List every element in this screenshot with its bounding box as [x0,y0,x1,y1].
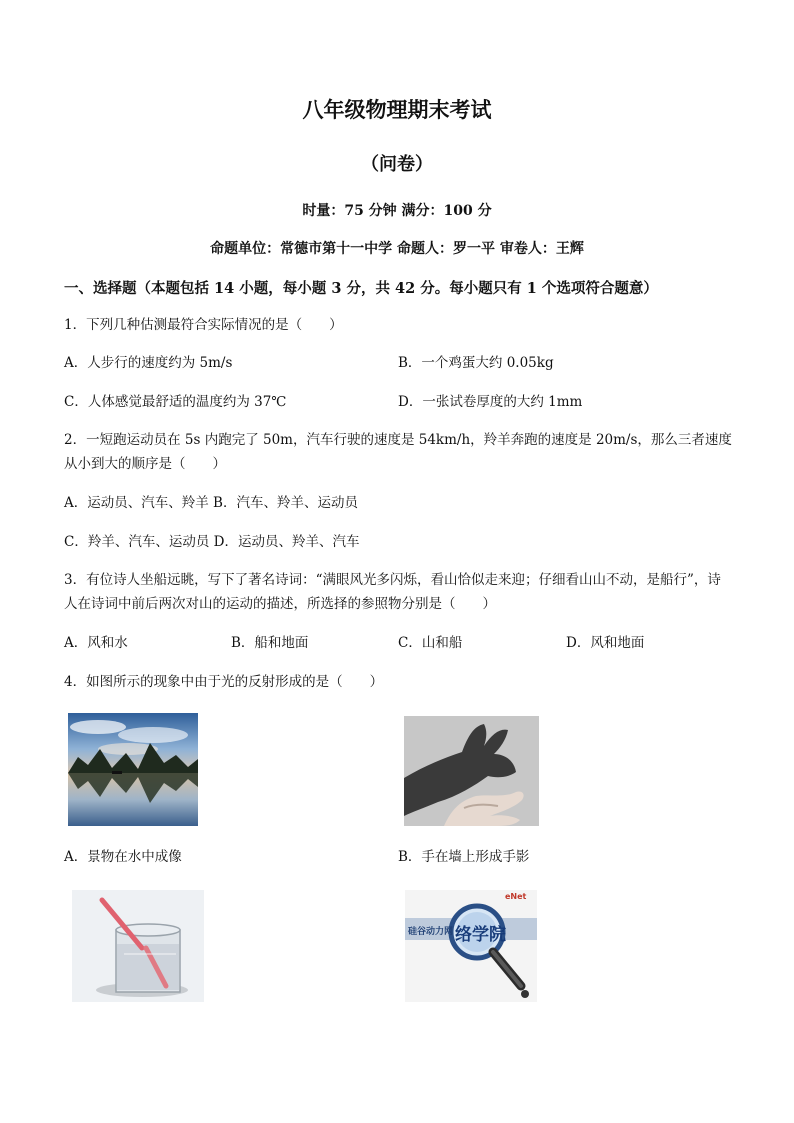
question-1-option-b: B．一个鸡蛋大约 0.05kg [398,355,554,371]
question-3-option-c: C．山和船 [398,635,463,651]
time-score-line: 时量：75 分钟 满分：100 分 [302,203,492,219]
section-heading: 一、选择题（本题包括 14 小题，每小题 3 分，共 42 分。每小题只有 1 个选项符合题意） [64,280,658,297]
question-1-option-d: D．一张试卷厚度的大约 1mm [398,394,583,410]
authors-line: 命题单位：常德市第十一中学 命题人：罗一平 审卷人：王辉 [210,241,584,257]
question-2-options-ab: A．运动员、汽车、羚羊 B．汽车、羚羊、运动员 [64,495,358,511]
magnifier-logo-image [405,890,537,1002]
question-3-stem: 3．有位诗人坐船远眺，写下了著名诗词：“满眼风光多闪烁，看山恰似走来迎；仔细看山山不动，是船行”，诗人在诗词中前后两次对山的运动的描述，所选择的参照物分别是（ ） [64,572,721,612]
question-4-option-a: A．景物在水中成像 [64,849,182,865]
question-3-option-b: B．船和地面 [231,635,309,651]
enet-mark: eNet [505,892,527,901]
question-2-stem: 2．一短跑运动员在 5s 内跑完了 50m，汽车行驶的速度是 54km/h，羚羊奔跑的速度是 20m/s，那么三者速度从小到大的顺序是（ ） [64,432,732,472]
question-4-stem: 4．如图所示的现象中由于光的反射形成的是（ ） [64,674,384,690]
question-2-options-cd: C．羚羊、汽车、运动员 D．运动员、羚羊、汽车 [64,534,360,550]
logo-left-text: 硅谷动力网 [408,927,454,937]
landscape-reflection-image [68,713,198,826]
question-1-stem: 1．下列几种估测最符合实际情况的是（ ） [64,317,343,333]
hand-shadow-image [404,716,539,826]
straw-in-water-image [72,890,204,1002]
question-3-option-d: D．风和地面 [566,635,645,651]
logo-center-text: 络学院 [455,925,506,945]
question-4-option-b: B．手在墙上形成手影 [398,849,530,865]
question-1-option-c: C．人体感觉最舒适的温度约为 37℃ [64,394,287,410]
question-1-option-a: A．人步行的速度约为 5m/s [64,355,233,371]
exam-title: 八年级物理期末考试 [302,97,492,122]
exam-subtitle: （问卷） [361,154,433,175]
question-3-option-a: A．风和水 [64,635,128,651]
